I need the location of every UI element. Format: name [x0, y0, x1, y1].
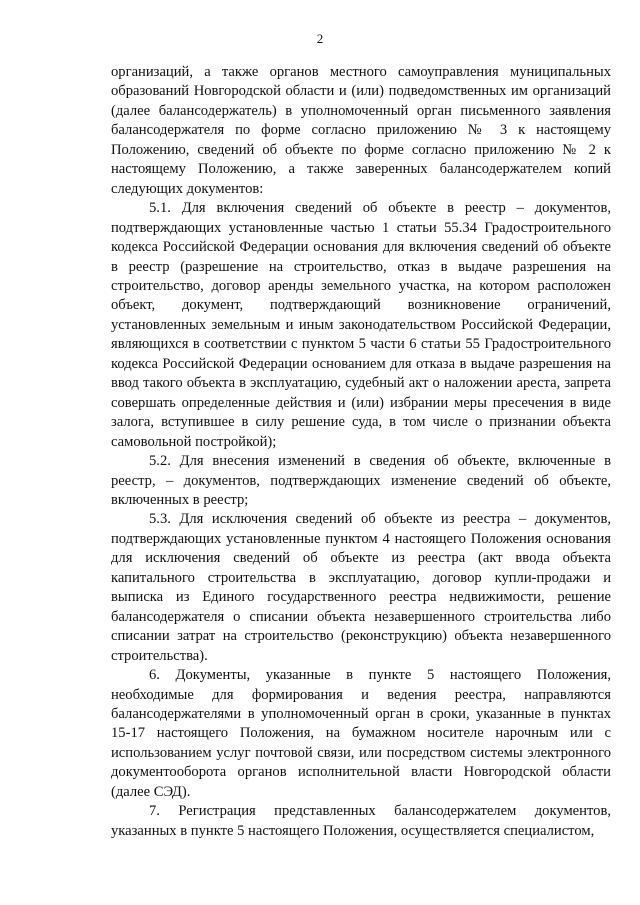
paragraph-5-1: 5.1. Для включения сведений об объекте в реестр – документов, подтверждающих установленные частью 1 статьи 55.34 Градостроительного кодекса Российской Федерации основания для включения сведений об объекте в реестр (разрешение на строительство, отказ в выдаче разрешения на строительство, договор аренды земельного участка, на котором расположен объект, документ, подтверждающий возникновение ограничений, установленных земельным и иным законодательством Российской Федерации, являющихся в соответствии с пунктом 5 части 6 статьи 55 Градостроительного кодекса Российской Федерации основанием для отказа в выдаче разрешения на ввод такого объекта в эксплуатацию, судебный акт о наложении ареста, запрета совершать определенные действия и (или) избрании меры пресечения в виде залога, вступившее в силу решение суда, в том числе о признании объекта самовольной постройкой);: [111, 200, 611, 450]
paragraph-continuation: организаций, а также органов местного самоуправления муниципальных образований Новгородской области и (или) подведомственных им организаций (далее балансодержатель) в уполномоченный орган письменного заявления балансодержателя по форме согласно приложению № 3 к настоящему Положению, сведений об объекте по форме согласно приложению № 2 к настоящему Положению, а также заверенных балансодержателем копий следующих документов:: [111, 64, 611, 197]
paragraph-6: 6. Документы, указанные в пункте 5 настоящего Положения, необходимые для формирования и ведения реестра, направляются балансодержателями в уполномоченный орган в сроки, указанные в пунктах 15-17 настоящего Положения, на бумажном носителе нарочным или с использованием услуг почтовой связи, или посредством системы электронного документооборота органов исполнительной власти Новгородской области (далее СЭД).: [111, 667, 611, 800]
paragraph-5-3: 5.3. Для исключения сведений об объекте из реестра – документов, подтверждающих установленные пунктом 4 настоящего Положения основания для исключения сведений об объекте из реестра (акт ввода объекта капитального строительства в эксплуатацию, договор купли-продажи и выписка из Единого государственного реестра недвижимости, решение балансодержателя о списании объекта незавершенного строительства либо списании затрат на строительство (реконструкцию) объекта незавершенного строительства).: [111, 511, 611, 664]
paragraph-5-2: 5.2. Для внесения изменений в сведения об объекте, включенные в реестр, – документов, подтверждающих изменение сведений об объекте, включенных в реестр;: [111, 453, 611, 508]
page-number: 2: [316, 31, 324, 46]
document-body: [111, 63, 611, 841]
paragraph-7: 7. Регистрация представленных балансодержателем документов, указанных в пункте 5 настоящего Положения, осуществляется специалистом,: [111, 803, 611, 839]
